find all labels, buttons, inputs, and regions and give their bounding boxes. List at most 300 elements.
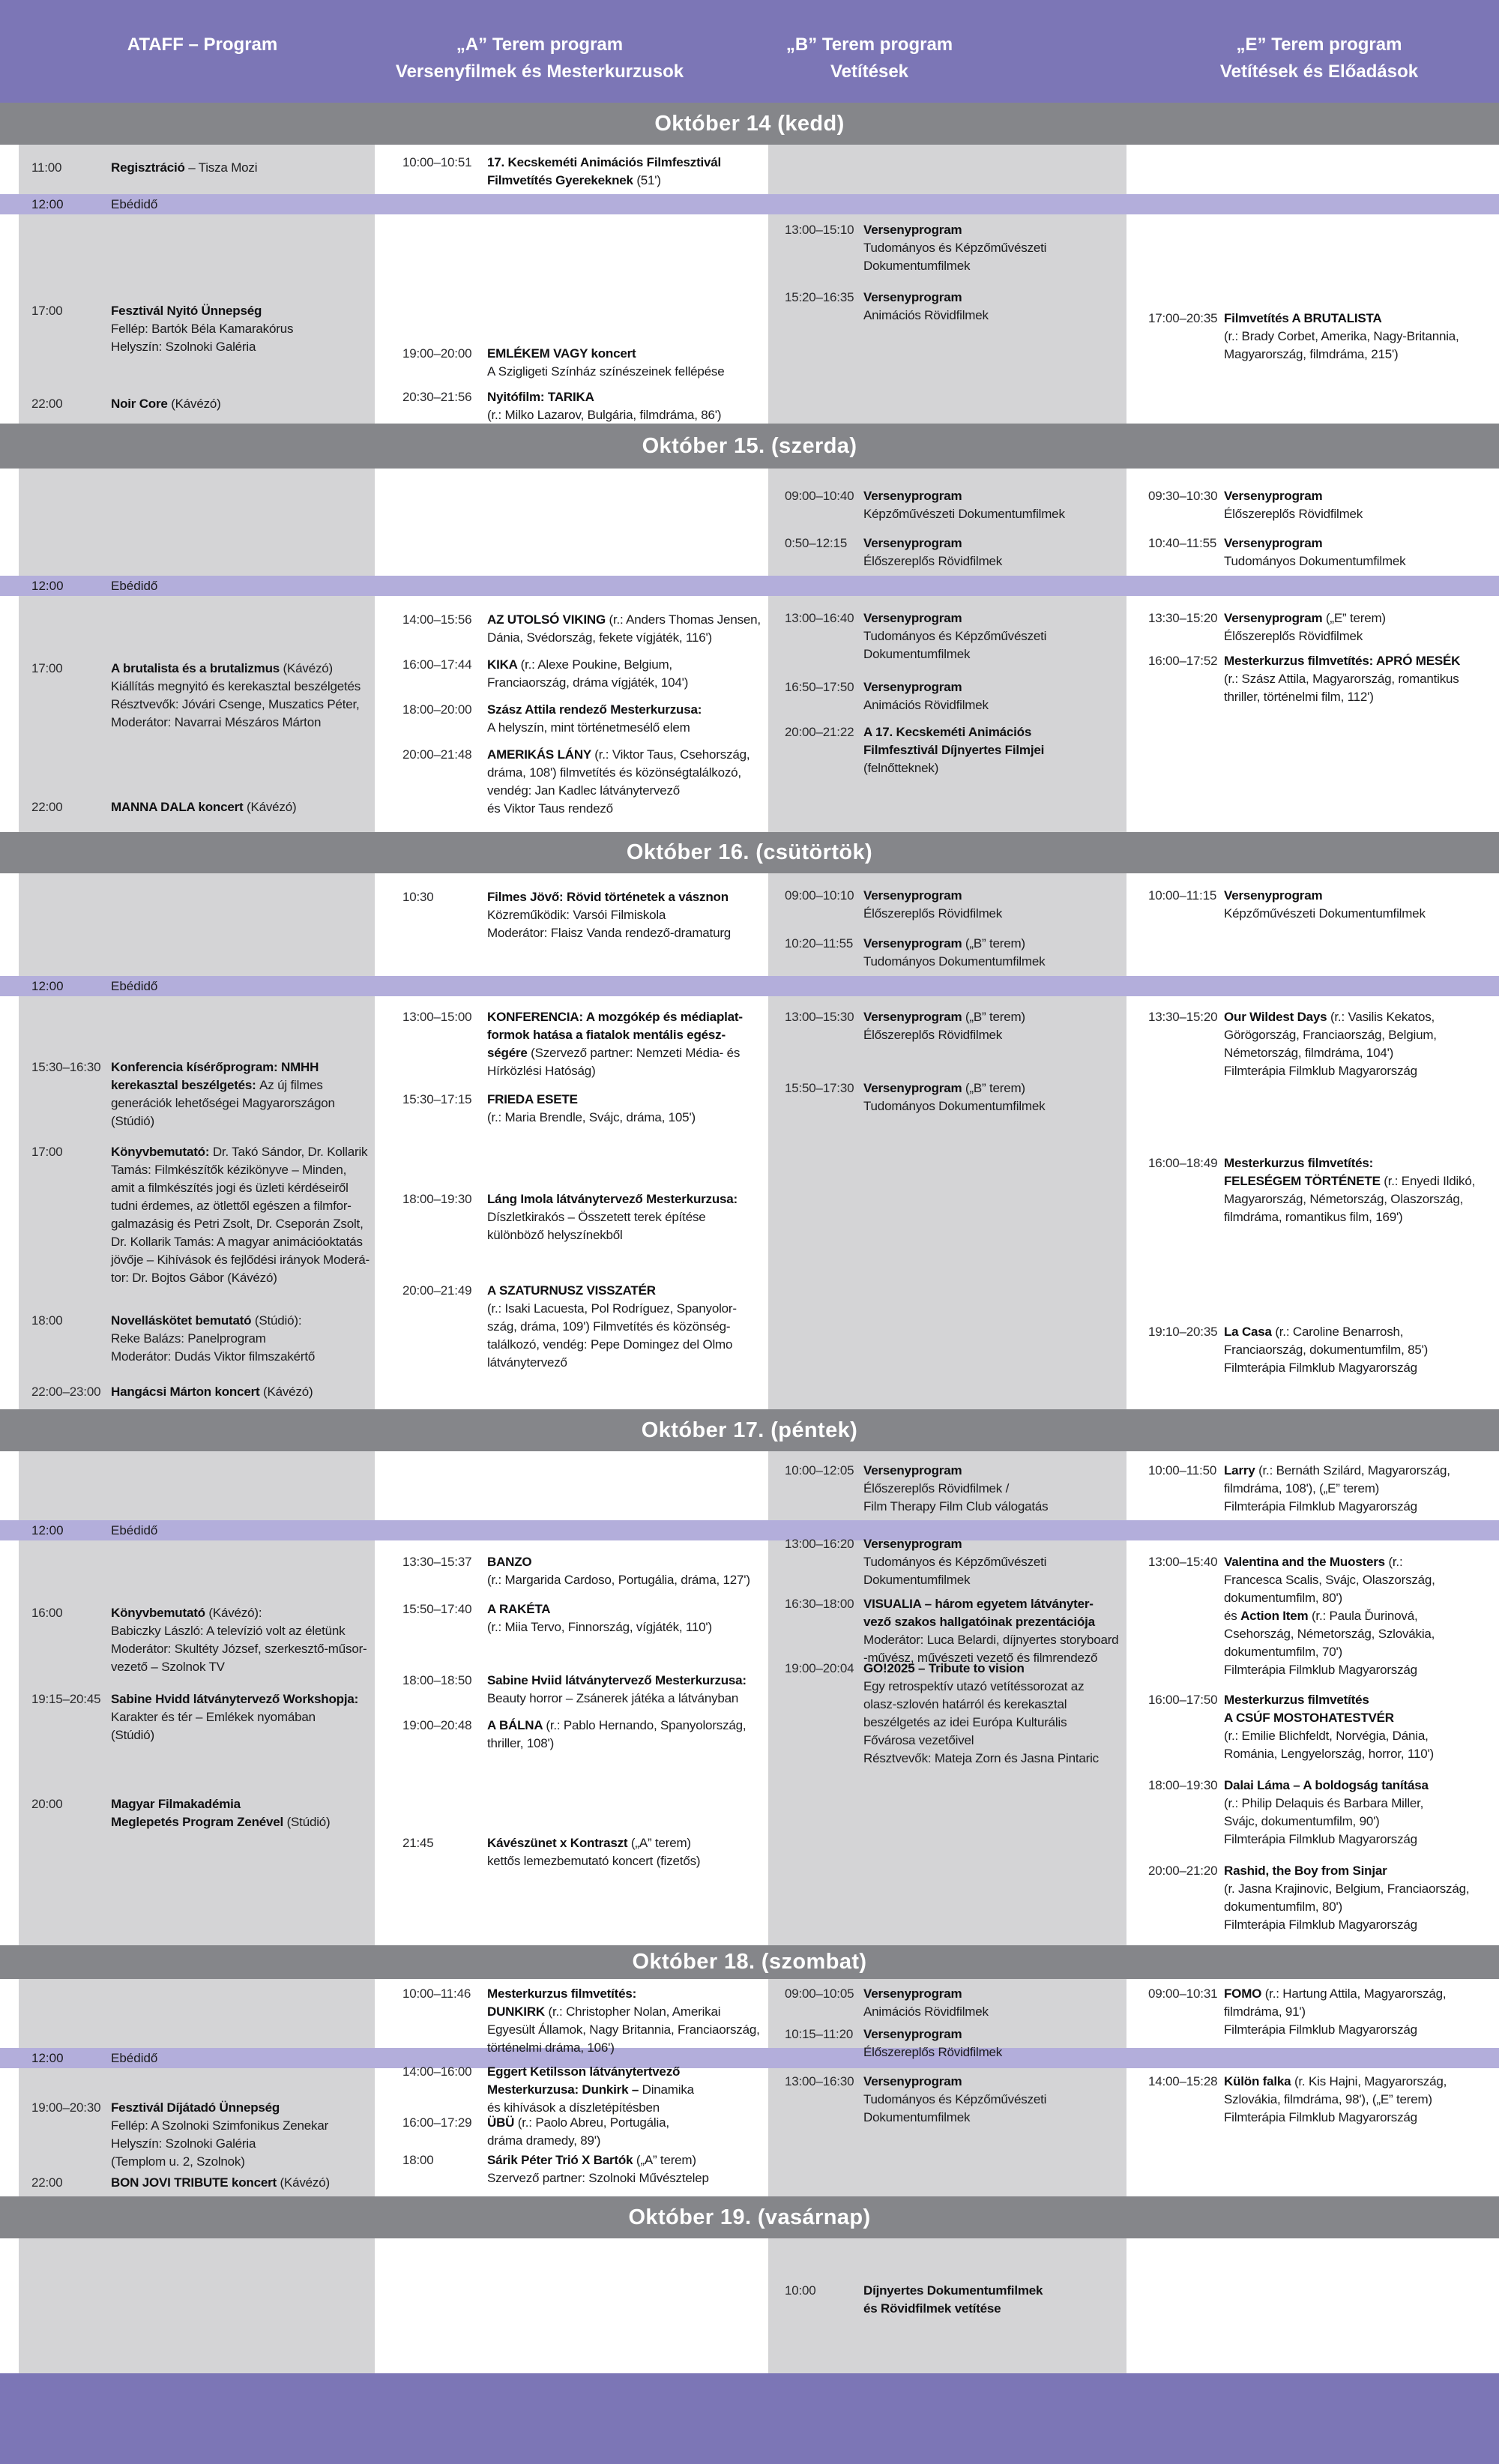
event-text-line: Tudományos Dokumentumfilmek	[863, 954, 1046, 969]
event-text-line: Magyarország, Németország, Olaszország,	[1224, 1192, 1464, 1206]
event-text-line: Filmterápia Filmklub Magyarország	[1224, 1064, 1417, 1078]
event-text-line: Larry (r.: Bernáth Szilárd, Magyarország,	[1224, 1463, 1450, 1478]
event-text-line: Moderátor: Navarrai Mészáros Márton	[111, 715, 322, 729]
event-text-line: AZ UTOLSÓ VIKING (r.: Anders Thomas Jensen,	[487, 612, 761, 627]
event-text-line: MANNA DALA koncert (Kávézó)	[111, 800, 297, 814]
event-text-line: és Rövidfilmek vetítése	[863, 2301, 1001, 2316]
event-text-line: EMLÉKEM VAGY koncert	[487, 346, 636, 361]
event-time: 13:00–15:00	[402, 1010, 472, 1024]
event-text-line: thriller, történelmi film, 112')	[1224, 690, 1374, 704]
header-col-b-subtitle: Vetítések	[830, 61, 909, 82]
event-time: 15:50–17:30	[785, 1081, 854, 1095]
event-time: 10:00–12:05	[785, 1463, 854, 1478]
event-text-line: Versenyprogram	[863, 1537, 962, 1551]
event-description	[487, 611, 761, 647]
event-text-line: Moderátor: Skultéty József, szerkesztő-műsor-	[111, 1642, 367, 1656]
event-text-line: Novelláskötet bemutató (Stúdió):	[111, 1313, 302, 1328]
event-description	[487, 2151, 709, 2187]
event-text-line: Meglepetés Program Zenével (Stúdió)	[111, 1815, 331, 1829]
event-text-line: Dr. Kollarik Tamás: A magyar animációoktatás	[111, 1235, 363, 1249]
header-col-a-subtitle: Versenyfilmek és Mesterkurzusok	[395, 61, 684, 82]
event-description	[487, 345, 724, 381]
event-time: 15:30–17:15	[402, 1092, 472, 1106]
event-time: 09:00–10:10	[785, 888, 854, 903]
event-description	[863, 2073, 1046, 2127]
event-time: 19:10–20:35	[1148, 1325, 1218, 1339]
event-text-line: Eggert Ketilsson látványtertvező	[487, 2064, 681, 2079]
event-time: 14:00–16:00	[402, 2064, 472, 2079]
event-text-line: Közreműködik: Varsói Filmiskola	[487, 908, 666, 922]
event-text-line: (r.: Emilie Blichfeldt, Norvégia, Dánia,	[1224, 1729, 1429, 1743]
event-description	[1224, 609, 1386, 645]
event-time: 21:45	[402, 1836, 434, 1850]
event-description	[487, 1672, 747, 1708]
event-description	[863, 289, 989, 325]
event-time: 12:00	[31, 1523, 64, 1537]
event-text-line: Francesca Scalis, Svájc, Olaszország,	[1224, 1573, 1435, 1587]
event-time: 20:30–21:56	[402, 390, 472, 404]
header-col-e	[1220, 31, 1418, 85]
event-time: 12:00	[31, 2051, 64, 2065]
event-time: 16:00–18:49	[1148, 1156, 1218, 1170]
event-time: 12:00	[31, 979, 64, 993]
event-text-line: Animációs Rövidfilmek	[863, 698, 989, 712]
event-text-line: A helyszín, mint történetmesélő elem	[487, 720, 690, 735]
event-text-line: (Stúdió)	[111, 1728, 154, 1742]
event-text-line: Képzőművészeti Dokumentumfilmek	[863, 507, 1065, 521]
event-description	[111, 1383, 313, 1401]
lunch-row	[0, 576, 1499, 596]
event-text-line: Szász Attila rendező Mesterkurzusa:	[487, 702, 702, 717]
event-text-line: Versenyprogram („B” terem)	[863, 1010, 1025, 1024]
event-text-line: (r.: Isaki Lacuesta, Pol Rodríguez, Spanyolor-	[487, 1301, 737, 1316]
event-description	[1224, 1691, 1434, 1763]
event-time: 17:00	[31, 661, 63, 675]
event-text-line: Magyar Filmakadémia	[111, 1797, 241, 1811]
event-text-line: Moderátor: Luca Belardi, díjnyertes storyboard	[863, 1633, 1119, 1647]
event-text-line: Versenyprogram	[863, 2074, 962, 2088]
lunch-label: Ebédidő	[111, 579, 158, 593]
event-description	[863, 2025, 1002, 2061]
event-text-line: és Action Item (r.: Paula Ďurinová,	[1224, 1609, 1418, 1623]
event-text-line: Fellép: A Szolnoki Szimfonikus Zenekar	[111, 2118, 329, 2133]
event-text-line: vezető – Szolnok TV	[111, 1660, 225, 1674]
event-text-line: Képzőművészeti Dokumentumfilmek	[1224, 906, 1426, 921]
event-text-line: Tamás: Filmkészítők kézikönyve – Minden,	[111, 1163, 347, 1177]
event-text-line: KIKA (r.: Alexe Poukine, Belgium,	[487, 657, 672, 672]
event-description	[1224, 487, 1363, 523]
event-description	[487, 2114, 669, 2150]
event-text-line: tudni érdemes, az ötlettől egészen a filmfor-	[111, 1199, 352, 1213]
event-description	[1224, 652, 1460, 706]
event-text-line: találkozó, vendég: Pepe Domingez del Olmo	[487, 1337, 733, 1352]
event-text-line: tor: Dr. Bojtos Gábor (Kávézó)	[111, 1271, 277, 1285]
event-text-line: (r.: Margarida Cardoso, Portugália, dráma, 127')	[487, 1573, 750, 1587]
lunch-row	[0, 1520, 1499, 1540]
event-time: 16:00–17:52	[1148, 654, 1218, 668]
event-time: 12:00	[31, 579, 64, 593]
event-time: 13:00–16:20	[785, 1537, 854, 1551]
event-text-line: Kávészünet x Kontraszt („A” terem)	[487, 1836, 691, 1850]
event-text-line: GO!2025 – Tribute to vision	[863, 1661, 1025, 1675]
event-description	[487, 1985, 760, 2057]
event-description	[487, 1190, 738, 1244]
event-text-line: beszélgetés az idei Európa Kulturális	[863, 1715, 1067, 1729]
event-text-line: Filmterápia Filmklub Magyarország	[1224, 1499, 1417, 1513]
event-description	[111, 1143, 370, 1287]
event-text-line: KONFERENCIA: A mozgókép és médiaplat-	[487, 1010, 743, 1024]
day-banner: Október 15. (szerda)	[0, 424, 1499, 469]
event-text-line: filmdráma, 108'), („E” terem)	[1224, 1481, 1380, 1495]
event-text-line: Noir Core (Kávézó)	[111, 397, 221, 411]
event-time: 16:00	[31, 1606, 63, 1620]
event-description	[1224, 1777, 1429, 1849]
event-text-line: Élőszereplős Rövidfilmek	[863, 554, 1003, 568]
event-text-line: Filmfesztivál Díjnyertes Filmjei	[863, 743, 1045, 757]
event-text-line: FELESÉGEM TÖRTÉNETE (r.: Enyedi Ildikó,	[1224, 1174, 1476, 1188]
event-text-line: Élőszereplős Rövidfilmek	[863, 1028, 1003, 1042]
event-text-line: Konferencia kísérőprogram: NMHH	[111, 1060, 319, 1074]
event-description	[111, 798, 296, 816]
event-time: 13:30–15:37	[402, 1555, 472, 1569]
event-description	[487, 1600, 712, 1636]
event-text-line: Versenyprogram	[863, 223, 962, 237]
event-text-line: Mesterkurzus filmvetítés:	[487, 1986, 637, 2001]
lunch-row	[0, 194, 1499, 214]
event-text-line: Sabine Hvidd látványtervező Workshopja:	[111, 1692, 359, 1706]
event-description	[863, 1985, 989, 2021]
event-text-line: olasz-szlovén határról és kerekasztal	[863, 1697, 1067, 1711]
event-time: 18:00	[402, 2153, 434, 2167]
header-col-b-title: „B” Terem program	[785, 34, 953, 55]
event-description	[1224, 534, 1405, 570]
event-text-line: Hírközlési Hatóság)	[487, 1064, 596, 1078]
event-time: 16:00–17:50	[1148, 1693, 1218, 1707]
event-text-line: (r.: Miia Tervo, Finnország, vígjáték, 110')	[487, 1620, 712, 1634]
event-time: 22:00	[31, 397, 63, 411]
event-description	[111, 2174, 330, 2192]
event-time: 18:00–18:50	[402, 1673, 472, 1687]
event-text-line: Versenyprogram	[863, 611, 962, 625]
event-time: 16:30–18:00	[785, 1597, 854, 1611]
lunch-label: Ebédidő	[111, 979, 158, 993]
event-text-line: Filmterápia Filmklub Magyarország	[1224, 2022, 1417, 2037]
event-time: 10:00–11:50	[1148, 1463, 1217, 1478]
event-description	[487, 1717, 746, 1753]
event-text-line: Helyszín: Szolnoki Galéria	[111, 340, 256, 354]
event-text-line: FRIEDA ESETE	[487, 1092, 578, 1106]
event-description	[863, 534, 1002, 570]
event-text-line: Moderátor: Flaisz Vanda rendező-dramaturg	[487, 926, 732, 940]
event-text-line: Filmvetítés Gyerekeknek (51')	[487, 173, 661, 187]
event-text-line: (Templom u. 2, Szolnok)	[111, 2154, 245, 2169]
event-text-line: dráma dramedy, 89')	[487, 2133, 601, 2148]
event-text-line: Versenyprogram	[1224, 888, 1323, 903]
event-text-line: vező szakos hallgatóinak prezentációja	[863, 1615, 1095, 1629]
event-description	[863, 678, 989, 714]
event-time: 18:00–20:00	[402, 702, 472, 717]
lunch-label: Ebédidő	[111, 1523, 158, 1537]
event-text-line: BANZO	[487, 1555, 532, 1569]
event-text-line: Filmes Jövő: Rövid történetek a vásznon	[487, 890, 729, 904]
event-text-line: filmdráma, 91')	[1224, 2004, 1306, 2019]
event-text-line: Versenyprogram („B” terem)	[863, 1081, 1025, 1095]
event-time: 15:30–16:30	[31, 1060, 101, 1074]
event-description	[111, 159, 257, 177]
event-text-line: (r.: Milko Lazarov, Bulgária, filmdráma, 86')	[487, 408, 722, 422]
event-time: 17:00–20:35	[1148, 311, 1218, 325]
event-description	[1224, 887, 1426, 923]
event-text-line: Románia, Lengyelország, horror, 110')	[1224, 1747, 1434, 1761]
event-time: 10:00–11:15	[1148, 888, 1217, 903]
event-text-line: Dalai Láma – A boldogság tanítása	[1224, 1778, 1429, 1792]
event-text-line: Filmterápia Filmklub Magyarország	[1224, 1918, 1417, 1932]
event-time: 13:30–15:20	[1148, 1010, 1218, 1024]
header-col-ataff	[127, 31, 277, 58]
event-text-line: dráma, 108') filmvetítés és közönségtalálkozó,	[487, 765, 741, 780]
event-time: 20:00–21:22	[785, 725, 854, 739]
event-time: 17:00	[31, 304, 63, 318]
event-time: 10:20–11:55	[785, 936, 854, 951]
event-text-line: történelmi dráma, 106')	[487, 2040, 615, 2055]
event-text-line: (r.: Philip Delaquis és Barbara Miller,	[1224, 1796, 1424, 1810]
event-description	[487, 1091, 696, 1127]
event-text-line: Mesterkurzus filmvetítés	[1224, 1693, 1369, 1707]
event-text-line: (r.: Brady Corbet, Amerika, Nagy-Britannia,	[1224, 329, 1459, 343]
event-text-line: ségére (Szervező partner: Nemzeti Média- és	[487, 1046, 741, 1060]
event-time: 13:00–16:30	[785, 2074, 854, 2088]
event-time: 09:00–10:40	[785, 489, 854, 503]
event-description	[863, 1660, 1099, 1768]
event-text-line: dokumentumfilm, 70')	[1224, 1645, 1342, 1659]
event-text-line: Díjnyertes Dokumentumfilmek	[863, 2283, 1043, 2298]
day-banner: Október 17. (péntek)	[0, 1409, 1499, 1451]
event-time: 15:50–17:40	[402, 1602, 472, 1616]
event-text-line: Egy retrospektív utazó vetítéssorozat az	[863, 1679, 1085, 1693]
event-text-line: Dánia, Svédország, fekete vígjáték, 116')	[487, 630, 712, 645]
event-text-line: Karakter és tér – Emlékek nyomában	[111, 1710, 316, 1724]
event-description	[863, 1595, 1118, 1667]
event-text-line: szág, dráma, 109') Filmvetítés és közönség-	[487, 1319, 731, 1334]
event-text-line: amit a filmkészítés jogi és üzleti kérdéseiről	[111, 1181, 349, 1195]
event-time: 10:00–10:51	[402, 155, 472, 169]
event-text-line: formok hatása a fiatalok mentális egész-	[487, 1028, 726, 1042]
event-time: 20:00–21:20	[1148, 1864, 1218, 1878]
event-text-line: Magyarország, filmdráma, 215')	[1224, 347, 1399, 361]
event-text-line: Könyvbemutató (Kávézó):	[111, 1606, 262, 1620]
event-time: 13:00–15:30	[785, 1010, 854, 1024]
event-text-line: Babiczky László: A televízió volt az életünk	[111, 1624, 346, 1638]
event-text-line: Versenyprogram	[863, 489, 962, 503]
event-time: 20:00–21:49	[402, 1283, 472, 1298]
event-text-line: Könyvbemutató: Dr. Takó Sándor, Dr. Kollarik	[111, 1145, 368, 1159]
event-text-line: Versenyprogram	[863, 290, 962, 304]
event-text-line: Résztvevők: Mateja Zorn és Jasna Pintaric	[863, 1751, 1099, 1765]
event-description	[863, 1462, 1048, 1516]
event-time: 16:00–17:29	[402, 2115, 472, 2130]
event-text-line: -művész, művészeti vezető és filmrendező	[863, 1651, 1098, 1665]
event-text-line: (r. Jasna Krajinovic, Belgium, Franciaország,	[1224, 1882, 1470, 1896]
event-text-line: Nyitófilm: TARIKA	[487, 390, 594, 404]
event-description	[1224, 1154, 1475, 1226]
event-text-line: DUNKIRK (r.: Christopher Nolan, Amerikai	[487, 2004, 721, 2019]
footer-bar	[0, 2373, 1499, 2464]
event-description	[111, 302, 293, 356]
event-description	[487, 2063, 694, 2117]
event-text-line: Filmterápia Filmklub Magyarország	[1224, 2110, 1417, 2124]
day-banner: Október 14 (kedd)	[0, 103, 1499, 145]
event-text-line: A BÁLNA (r.: Pablo Hernando, Spanyolország,	[487, 1718, 747, 1732]
event-text-line: Dokumentumfilmek	[863, 647, 971, 661]
event-description	[111, 1690, 358, 1744]
event-text-line: Mesterkurzusa: Dunkirk – Dinamika	[487, 2082, 694, 2097]
event-description	[487, 388, 721, 424]
event-text-line: Rashid, the Boy from Sinjar	[1224, 1864, 1387, 1878]
event-time: 10:30	[402, 890, 434, 904]
event-description	[1224, 1462, 1450, 1516]
event-text-line: Külön falka (r. Kis Hajni, Magyarország,	[1224, 2074, 1447, 2088]
event-description	[863, 1535, 1046, 1589]
event-description	[1224, 1553, 1435, 1679]
event-text-line: Élőszereplős Rövidfilmek	[1224, 629, 1363, 643]
event-text-line: Versenyprogram	[863, 2027, 962, 2041]
event-text-line: Franciaország, dokumentumfilm, 85')	[1224, 1343, 1429, 1357]
event-text-line: kettős lemezbemutató koncert (fizetős)	[487, 1854, 701, 1868]
event-text-line: galmazásig és Petri Zsolt, Dr. Cseporán Zsolt,	[111, 1217, 364, 1231]
lunch-label: Ebédidő	[111, 2051, 158, 2065]
event-text-line: generációk lehetőségei Magyarországon	[111, 1096, 335, 1110]
event-time: 13:30–15:20	[1148, 611, 1218, 625]
page-header	[0, 0, 1499, 103]
event-description	[863, 887, 1002, 923]
event-description	[487, 1834, 700, 1870]
column-background-c1	[19, 469, 375, 832]
event-text-line: Németország, filmdráma, 104')	[1224, 1046, 1394, 1060]
event-description	[863, 487, 1065, 523]
event-text-line: Franciaország, dráma vígjáték, 104')	[487, 675, 689, 690]
event-time: 0:50–12:15	[785, 536, 848, 550]
event-text-line: (Stúdió)	[111, 1114, 154, 1128]
event-text-line: AMERIKÁS LÁNY (r.: Viktor Taus, Csehország,	[487, 747, 750, 762]
event-time: 10:00	[785, 2283, 816, 2298]
event-description	[1224, 310, 1459, 364]
event-text-line: Tudományos és Képzőművészeti	[863, 629, 1047, 643]
event-text-line: Regisztráció – Tisza Mozi	[111, 160, 258, 175]
event-time: 10:15–11:20	[785, 2027, 854, 2041]
event-time: 13:00–15:10	[785, 223, 854, 237]
event-text-line: Filmvetítés A BRUTALISTA	[1224, 311, 1382, 325]
event-text-line: FOMO (r.: Hartung Attila, Magyarország,	[1224, 1986, 1447, 2001]
event-description	[487, 1282, 737, 1372]
event-text-line: Svájc, dokumentumfilm, 90')	[1224, 1814, 1380, 1828]
event-text-line: Tudományos Dokumentumfilmek	[863, 1099, 1046, 1113]
event-text-line: Animációs Rövidfilmek	[863, 308, 989, 322]
header-col-ataff-title: ATAFF – Program	[127, 34, 278, 55]
event-description	[863, 723, 1044, 777]
event-text-line: Fesztivál Nyitó Ünnepség	[111, 304, 262, 318]
event-text-line: Our Wildest Days (r.: Vasilis Kekatos,	[1224, 1010, 1435, 1024]
lunch-label: Ebédidő	[111, 197, 158, 211]
event-time: 18:00	[31, 1313, 63, 1328]
event-text-line: dokumentumfilm, 80')	[1224, 1591, 1342, 1605]
event-text-line: Mesterkurzus filmvetítés:	[1224, 1156, 1374, 1170]
event-text-line: Versenyprogram	[863, 536, 962, 550]
event-text-line: jövője – Kihívások és fejlődési irányok Moderá-	[111, 1253, 370, 1267]
event-text-line: Versenyprogram	[863, 1986, 962, 2001]
event-text-line: Versenyprogram („B” terem)	[863, 936, 1025, 951]
event-description	[111, 1058, 335, 1130]
event-time: 18:00–19:30	[1148, 1778, 1218, 1792]
event-time: 19:00–20:04	[785, 1661, 854, 1675]
event-text-line: A SZATURNUSZ VISSZATÉR	[487, 1283, 656, 1298]
event-text-line: (r.: Maria Brendle, Svájc, dráma, 105')	[487, 1110, 696, 1124]
event-text-line: Kiállítás megnyitó és kerekasztal beszélgetés	[111, 679, 361, 693]
event-description	[111, 2099, 328, 2171]
event-time: 11:00	[31, 160, 62, 175]
event-text-line: látványtervező	[487, 1355, 567, 1370]
event-description	[863, 609, 1046, 663]
event-time: 14:00–15:28	[1148, 2074, 1218, 2088]
event-text-line: Élőszereplős Rövidfilmek	[863, 2045, 1003, 2059]
event-description	[1224, 1985, 1446, 2039]
event-time: 16:00–17:44	[402, 657, 472, 672]
event-time: 19:00–20:00	[402, 346, 472, 361]
event-text-line: Díszletkirakós – Összetett terek építése	[487, 1210, 706, 1224]
event-text-line: Reke Balázs: Panelprogram	[111, 1331, 266, 1346]
event-description	[111, 395, 221, 413]
event-time: 22:00	[31, 2175, 63, 2190]
event-text-line: Sárik Péter Trió X Bartók („A” terem)	[487, 2153, 696, 2167]
event-text-line: Dokumentumfilmek	[863, 2110, 971, 2124]
event-time: 09:00–10:31	[1148, 1986, 1218, 2001]
event-text-line: ÜBÜ (r.: Paolo Abreu, Portugália,	[487, 2115, 669, 2130]
event-text-line: és Viktor Taus rendező	[487, 801, 613, 816]
event-text-line: Élőszereplős Rövidfilmek	[1224, 507, 1363, 521]
event-description	[1224, 2073, 1447, 2127]
event-time: 10:40–11:55	[1148, 536, 1217, 550]
event-time: 19:00–20:48	[402, 1718, 472, 1732]
event-time: 12:00	[31, 197, 64, 211]
event-description	[863, 935, 1045, 971]
event-text-line: Dokumentumfilmek	[863, 259, 971, 273]
event-text-line: Versenyprogram	[863, 888, 962, 903]
event-text-line: dokumentumfilm, 80')	[1224, 1900, 1342, 1914]
event-text-line: A brutalista és a brutalizmus (Kávézó)	[111, 661, 333, 675]
event-text-line: Tudományos és Képzőművészeti	[863, 2092, 1047, 2106]
event-text-line: Versenyprogram („E” terem)	[1224, 611, 1386, 625]
event-time: 17:00	[31, 1145, 63, 1159]
event-text-line: Valentina and the Muosters (r.:	[1224, 1555, 1403, 1569]
column-background-c1	[19, 2238, 375, 2373]
header-col-a-title: „A” Terem program	[456, 34, 624, 55]
event-description	[1224, 1323, 1428, 1377]
event-text-line: Moderátor: Dudás Viktor filmszakértő	[111, 1349, 316, 1364]
event-description	[111, 1604, 367, 1676]
event-text-line: Animációs Rövidfilmek	[863, 2004, 989, 2019]
event-text-line: Versenyprogram	[863, 1463, 962, 1478]
event-text-line: Láng Imola látványtervező Mesterkurzusa:	[487, 1192, 738, 1206]
event-text-line: Helyszín: Szolnoki Galéria	[111, 2136, 256, 2151]
event-text-line: A Szigligeti Színház színészeinek fellépése	[487, 364, 725, 379]
event-description	[111, 660, 361, 732]
event-description	[487, 656, 688, 692]
event-time: 09:00–10:05	[785, 1986, 854, 2001]
lunch-row	[0, 976, 1499, 996]
event-text-line: Tudományos és Képzőművészeti	[863, 241, 1047, 255]
event-text-line: Fesztivál Díjátadó Ünnepség	[111, 2100, 280, 2115]
event-text-line: Görögország, Franciaország, Belgium,	[1224, 1028, 1437, 1042]
event-time: 22:00	[31, 800, 63, 814]
